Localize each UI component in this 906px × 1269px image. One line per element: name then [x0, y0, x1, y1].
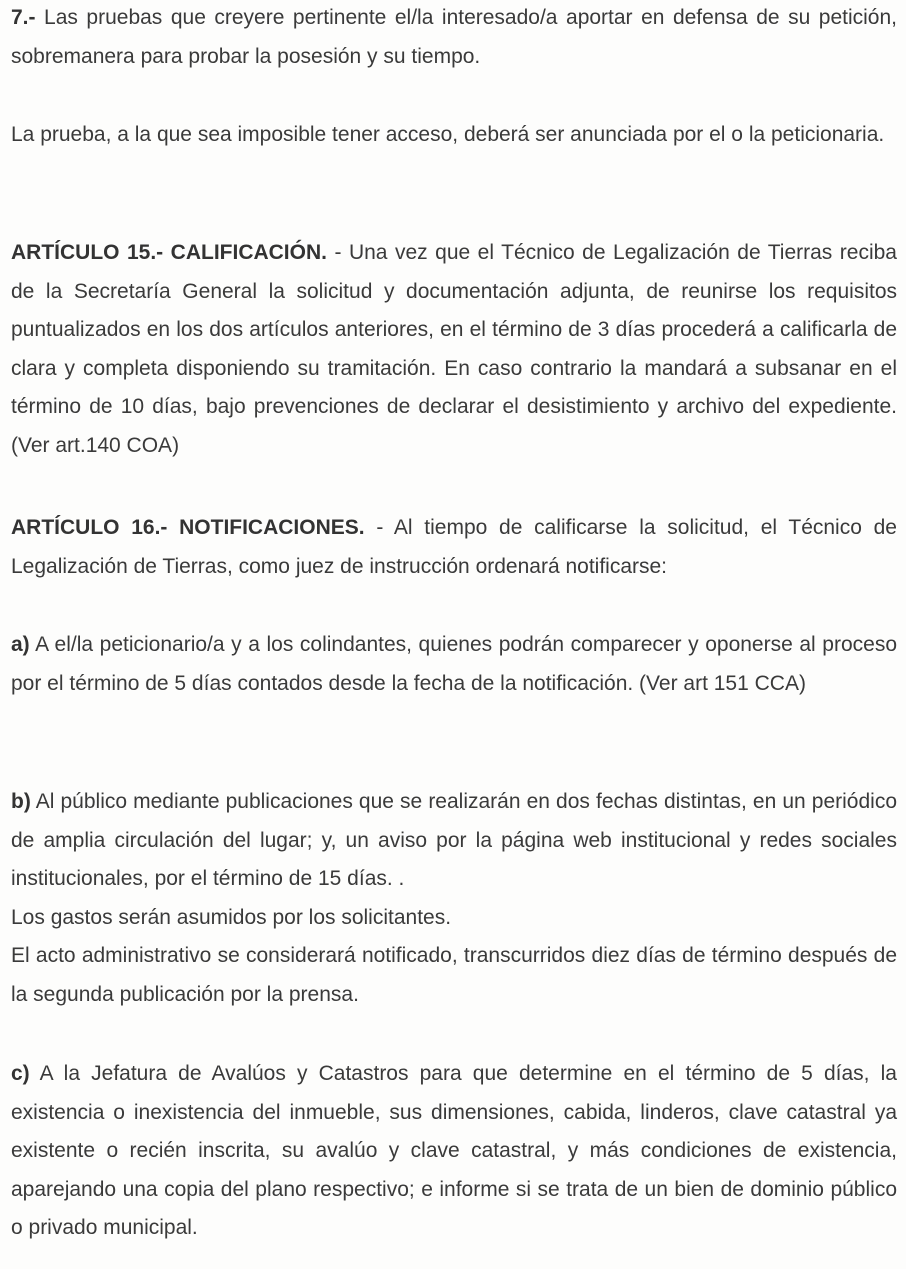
prueba-text: La prueba, a la que sea imposible tener acceso, deberá ser anunciada por el o la peticionaria.: [11, 123, 885, 146]
item-c-label: c): [11, 1062, 30, 1085]
item-a-label: a): [11, 633, 30, 656]
item-b-text: Al público mediante publicaciones que se realizarán en dos fechas distintas, en un periódico de amplia circulación del lugar; y, un aviso por la página web institucional y redes sociales institucionales, por el término de 15 días. .: [11, 790, 897, 890]
item-7-text: Las pruebas que creyere pertinente el/la interesado/a aportar en defensa de su petición, sobremanera para probar la posesión y su tiempo.: [11, 6, 897, 68]
item-b-paragraph: [11, 783, 897, 1014]
articulo-16-paragraph: [11, 509, 897, 586]
item-7-paragraph: [11, 0, 897, 76]
articulo-16-text: - Al tiempo de calificarse la solicitud, el Técnico de Legalización de Tierras, como juez de instrucción ordenará notificarse:: [11, 516, 897, 578]
articulo-15-paragraph: [11, 234, 897, 465]
item-c-text: A la Jefatura de Avalúos y Catastros para que determine en el término de 5 días, la existencia o inexistencia del inmueble, sus dimensiones, cabida, linderos, clave catastral ya existente o recién inscrita, su avalúo y clave catastral, y más condiciones de existencia, aparejando una copia del plano respectivo; e informe si se trata de un bien de dominio público o privado municipal.: [11, 1062, 897, 1239]
item-a-paragraph: [11, 626, 897, 703]
item-b-label: b): [11, 790, 31, 813]
item-7-label: 7.-: [11, 6, 36, 29]
articulo-15-text: - Una vez que el Técnico de Legalización de Tierras reciba de la Secretaría General la solicitud y documentación adjunta, de reunirse los requisitos puntualizados en los dos artículos anteriores, en el término de 3 días procederá a calificarla de clara y completa disponiendo su tramitación. En caso contrario la mandará a subsanar en el término de 10 días, bajo prevenciones de declarar el desistimiento y archivo del expediente. (Ver art.140 COA): [11, 241, 897, 457]
item-a-text: A el/la peticionario/a y a los colindantes, quienes podrán comparecer y oponerse al proceso por el término de 5 días contados desde la fecha de la notificación. (Ver art 151 CCA): [11, 633, 897, 695]
item-b-gastos: Los gastos serán asumidos por los solicitantes.: [11, 905, 452, 929]
articulo-15-heading: ARTÍCULO 15.- CALIFICACIÓN.: [11, 241, 327, 264]
articulo-16-heading: ARTÍCULO 16.- NOTIFICACIONES.: [11, 516, 365, 539]
prueba-paragraph: [11, 116, 897, 155]
item-b-acto-administrativo: El acto administrativo se considerará notificado, transcurridos diez días de término después de la segunda publicación por la prensa.: [11, 944, 897, 1006]
item-c-paragraph: [11, 1055, 897, 1248]
